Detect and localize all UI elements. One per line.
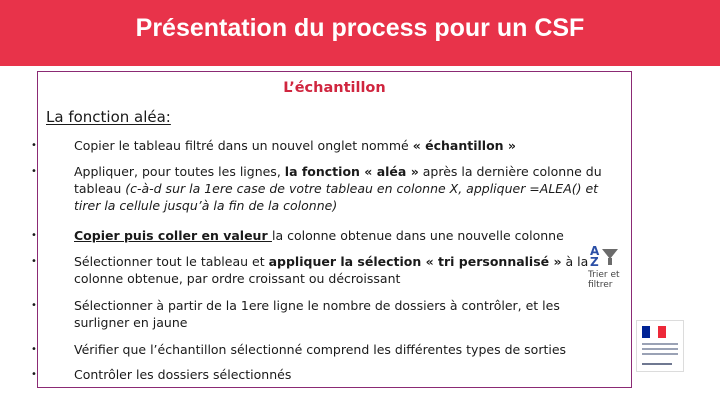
text-run: Copier le tableau filtré dans un nouvel onglet nommé <box>74 138 413 153</box>
bullet-icon: • <box>31 166 37 177</box>
bullet-icon: • <box>31 256 37 267</box>
content-panel <box>31 71 632 388</box>
sort-filter-caption: Trier et filtrer <box>588 270 620 290</box>
text-run: (c-à-d sur la 1ere case de votre tableau en colonne X, appliquer =ALEA() et tirer la cellule jusqu’à la fin de la colonne) <box>74 181 599 213</box>
text-run: Appliquer, pour toutes les lignes, <box>74 164 285 179</box>
sort-filter-icon <box>590 246 620 294</box>
list-item-text <box>74 253 619 287</box>
list-item-text <box>74 341 619 358</box>
list-item-text <box>74 227 619 244</box>
republique-francaise-logo <box>636 320 684 372</box>
section-subtitle: L’échantillon <box>283 80 386 96</box>
text-run: à la colonne obtenue, par ordre croissant ou décroissant <box>74 254 589 286</box>
text-run: Vérifier que l’échantillon sélectionné comprend les différentes types de sorties <box>74 342 567 357</box>
section-heading: La fonction aléa: <box>46 108 171 126</box>
bullet-icon: • <box>31 344 37 355</box>
text-run: « échantillon » <box>412 138 516 153</box>
bullet-icon: • <box>31 300 37 311</box>
title-banner <box>0 0 720 66</box>
text-run: Sélectionner à partir de la 1ere ligne le nombre de dossiers à contrôler, et les surligner en jaune <box>74 298 560 330</box>
text-run: après la dernière colonne du tableau <box>74 164 602 196</box>
text-run: Sélectionner tout le tableau et <box>74 254 269 269</box>
list-item-text <box>74 366 619 383</box>
list-item-text <box>74 163 619 214</box>
list-item-text <box>74 297 619 331</box>
text-run: la colonne obtenue dans une nouvelle colonne <box>271 228 564 243</box>
bullet-icon: • <box>31 230 37 241</box>
page-title: Présentation du process pour un CSF <box>135 14 585 42</box>
text-run: la fonction « aléa » <box>284 164 419 179</box>
text-run: Copier puis coller en valeur <box>74 228 272 243</box>
text-run: appliquer la sélection « tri personnalisé » <box>268 254 562 269</box>
az-sort-icon: A Z <box>590 244 600 269</box>
text-run: Contrôler les dossiers sélectionnés <box>74 367 292 382</box>
french-flag-icon <box>642 326 666 338</box>
bullet-icon: • <box>31 369 37 380</box>
list-item-text <box>74 137 619 154</box>
bullet-icon: • <box>31 140 37 151</box>
